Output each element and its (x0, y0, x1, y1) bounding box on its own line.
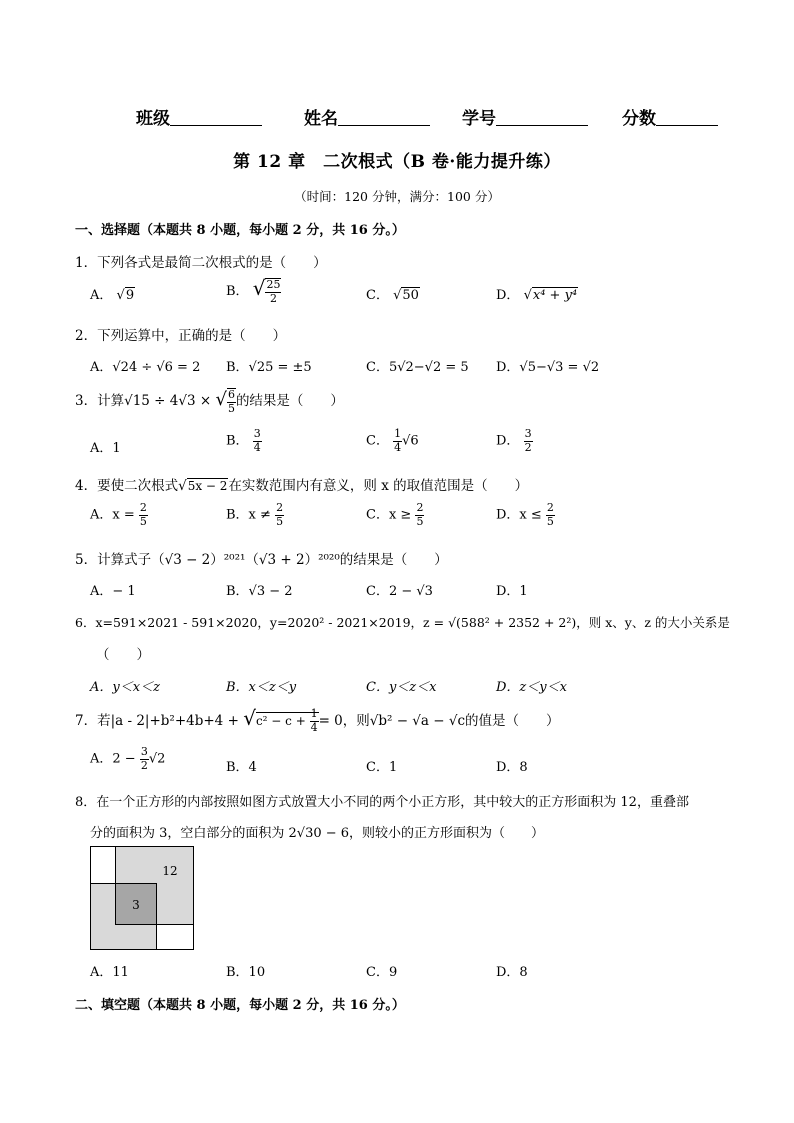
question-1-stem: 1．下列各式是最简二次根式的是（ ） (75, 255, 327, 271)
q5-option-a: A．− 1 (90, 584, 136, 599)
q4-option-a: A．x = $\frac{2}{5}$ (90, 501, 147, 528)
q2-option-a: A．√24 ÷ √6 = 2 (90, 360, 201, 375)
large-square-area-label: 12 (162, 864, 178, 878)
q6-option-d: D．z＜y＜x (496, 680, 567, 695)
q7-option-c: C．1 (366, 760, 398, 775)
question-6-stem: 6．x=591×2021 - 591×2020，y=2020² - 2021×2019，z = √(588² + 2352 + 2²)，则 x、y、z 的大小关系是 (75, 615, 730, 630)
q1-option-c: C． √50 (366, 288, 419, 303)
score-field: 分数 (622, 104, 718, 129)
student-id-field: 学号 (462, 104, 588, 129)
q6-option-c: C．y＜z＜x (366, 680, 437, 695)
squares-figure (90, 846, 194, 950)
q7-option-b: B．4 (226, 760, 257, 775)
question-4-stem: 4．要使二次根式√5x − 2在实数范围内有意义，则 x 的取值范围是（ ） (75, 478, 529, 494)
q1-option-a: A． √9 (90, 288, 135, 303)
question-8-stem-cont: 分的面积为 3，空白部分的面积为 2√30 − 6，则较小的正方形面积为（ ） (90, 826, 545, 841)
q5-option-d: D．1 (496, 584, 528, 599)
q3-option-b: B． $\frac{3}{4}$ (226, 427, 261, 454)
q5-option-c: C．2 − √3 (366, 584, 433, 599)
q7-option-a: A．2 − $\frac{3}{2}$ √2 (90, 745, 166, 772)
q5-option-b: B．√3 − 2 (226, 584, 293, 599)
q8-option-d: D．8 (496, 965, 528, 980)
q2-option-c: C．5√2−√2 = 5 (366, 360, 469, 375)
name-field: 姓名 (304, 104, 430, 129)
q2-option-d: D．√5−√3 = √2 (496, 360, 600, 375)
section-heading-choice: 一、选择题（本题共 8 小题，每小题 2 分，共 16 分。） (75, 223, 405, 238)
question-5-stem: 5．计算式子（√3 − 2）²⁰²¹（√3 + 2）²⁰²⁰的结果是（ ） (75, 552, 448, 568)
q3-option-d: D． $\frac{3}{2}$ (496, 427, 532, 454)
q8-option-c: C．9 (366, 965, 398, 980)
page-title: 第 12 章 二次根式（B 卷·能力提升练） (233, 152, 561, 172)
q2-option-b: B．√25 = ±5 (226, 360, 312, 375)
question-3-stem: 3．计算√15 ÷ 4√3 × √ $\frac{6}{5}$ 的结果是（ ） (75, 388, 344, 415)
q6-option-b: B．x＜z＜y (226, 680, 297, 695)
question-2-stem: 2．下列运算中，正确的是（ ） (75, 328, 287, 344)
q8-option-b: B．10 (226, 965, 266, 980)
section-heading-fill: 二、填空题（本题共 8 小题，每小题 2 分，共 16 分。） (75, 998, 405, 1013)
q4-option-c: C．x ≥ $\frac{2}{5}$ (366, 501, 424, 528)
q3-option-a: A．1 (90, 441, 121, 456)
page-subtitle: （时间：120 分钟，满分：100 分） (294, 189, 500, 204)
question-8-stem: 8．在一个正方形的内部按照如图方式放置大小不同的两个小正方形，其中较大的正方形面积为 12，重叠部 (75, 795, 689, 810)
q4-option-b: B．x ≠ $\frac{2}{5}$ (226, 501, 284, 528)
class-field: 班级 (136, 104, 262, 129)
q6-option-a: A．y＜x＜z (90, 680, 160, 695)
q3-option-c: C． $\frac{1}{4}$ √6 (366, 427, 419, 454)
q7-option-d: D．8 (496, 760, 528, 775)
q4-option-d: D．x ≤ $\frac{2}{5}$ (496, 501, 554, 528)
q8-option-a: A．11 (90, 965, 129, 980)
question-6-stem-cont: （ ） (96, 647, 150, 663)
question-7-stem: 7．若|a - 2|+b²+4b+4 + √c² − c + $\frac{1}{4}$ = 0，则√b² − √a − √c的值是（ ） (75, 706, 560, 734)
overlap-area-label: 3 (132, 898, 140, 912)
q1-option-d: D． √x⁴ + y⁴ (496, 288, 578, 303)
q1-option-b: B． √ $\frac{25}{2}$ (226, 276, 281, 305)
